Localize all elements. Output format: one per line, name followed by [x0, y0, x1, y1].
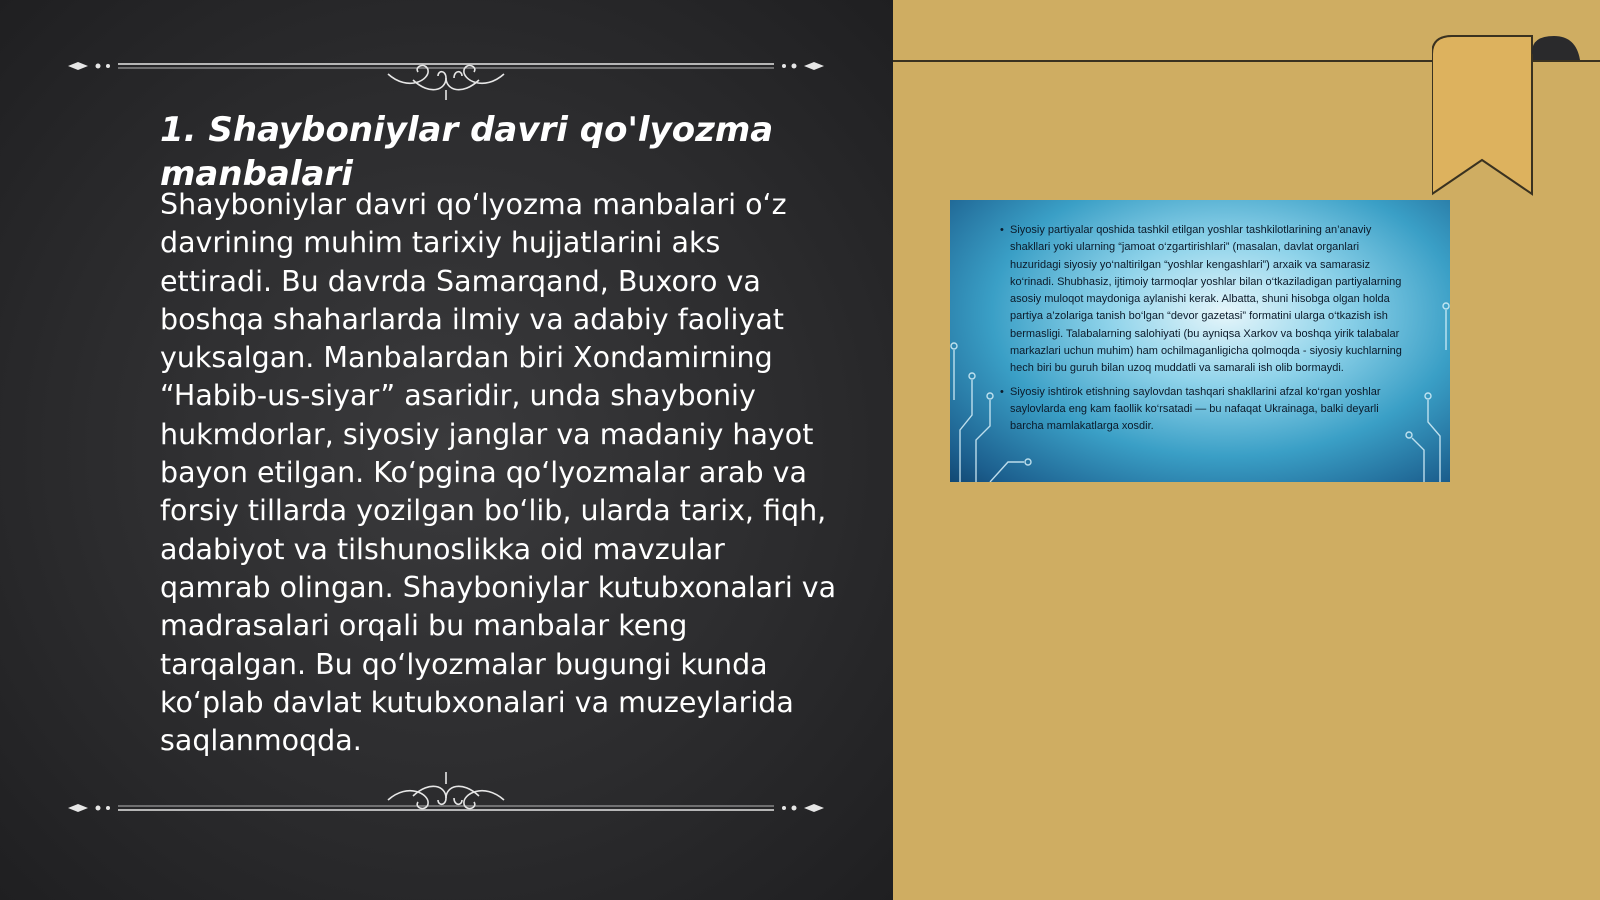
bookmark-ribbon-icon	[1432, 34, 1592, 204]
ornament-top-border	[68, 40, 824, 100]
thumbnail-bullet-list	[1000, 222, 1410, 442]
ornament-bottom-border	[68, 772, 824, 832]
embedded-slide-image	[950, 200, 1450, 482]
slide-title: 1. Shayboniylar davri qo'lyozma manbalari	[160, 110, 774, 194]
thumbnail-bullet-2: • Siyosiy ishtirok etishning saylovdan tashqari shakllarini afzal ko‘rgan yoshlar saylovlarda eng kam faollik ko‘rsatadi — bu nafaqat Ukrainaga, balki deyarli barcha mamlakatlarga xosdir.	[1000, 384, 1410, 436]
thumbnail-bullet-1: • Siyosiy partiyalar qoshida tashkil etilgan yoshlar tashkilotlarining an’anaviy shakllari yoki ularning “jamoat o‘zgartirishlari” (masalan, davlat organlari huzuridagi siyosiy yo‘naltirilgan “yoshlar kengashlari”) arxaik va samarasiz ko‘rinadi. Shubhasiz, ijtimoiy tarmoqlar yoshlar bilan o‘tkaziladigan partiyalarning asosiy muloqot maydoniga aylanishi kerak. Albatta, shuni hisobga olgan holda partiya a’zolariga tanish bo‘lgan “devor gazetasi” formatini ularga o‘tkazish ish bermasligi. Talabalarning salohiyati (bu ayniqsa Xarkov va boshqa yirik talabalar markazlari uchun muhim) ham ochilmaganligicha qolmoqda - siyosiy kuchlarning hech biri bu guruh bilan uzoq muddatli va samarali ish olib bormaydi.	[1000, 222, 1410, 378]
slide-body-text: Shayboniylar davri qo‘lyozma manbalari o‘z davrining muhim tarixiy hujjatlarini aks ettiradi. Bu davrda Samarqand, Buxoro va boshqa shaharlarda ilmiy va adabiy faoliyat yuksalgan. Manbalardan biri Xondamirning “Habib-us-siyar” asaridir, unda shayboniy hukmdorlar, siyosiy janglar va madaniy hayot bayon etilgan. Ko‘pgina qo‘lyozmalar arab va forsiy tillarda yozilgan bo‘lib, ularda tarix, fiqh, adabiyot va tilshunoslikka oid mavzular qamrab olingan. Shayboniylar kutubxonalari va madrasalari orqali bu manbalar keng tarqalgan. Bu qo‘lyozmalar bugungi kunda ko‘plab davlat kutubxonalari va muzeylarida saqlanmoqda.	[160, 188, 837, 758]
